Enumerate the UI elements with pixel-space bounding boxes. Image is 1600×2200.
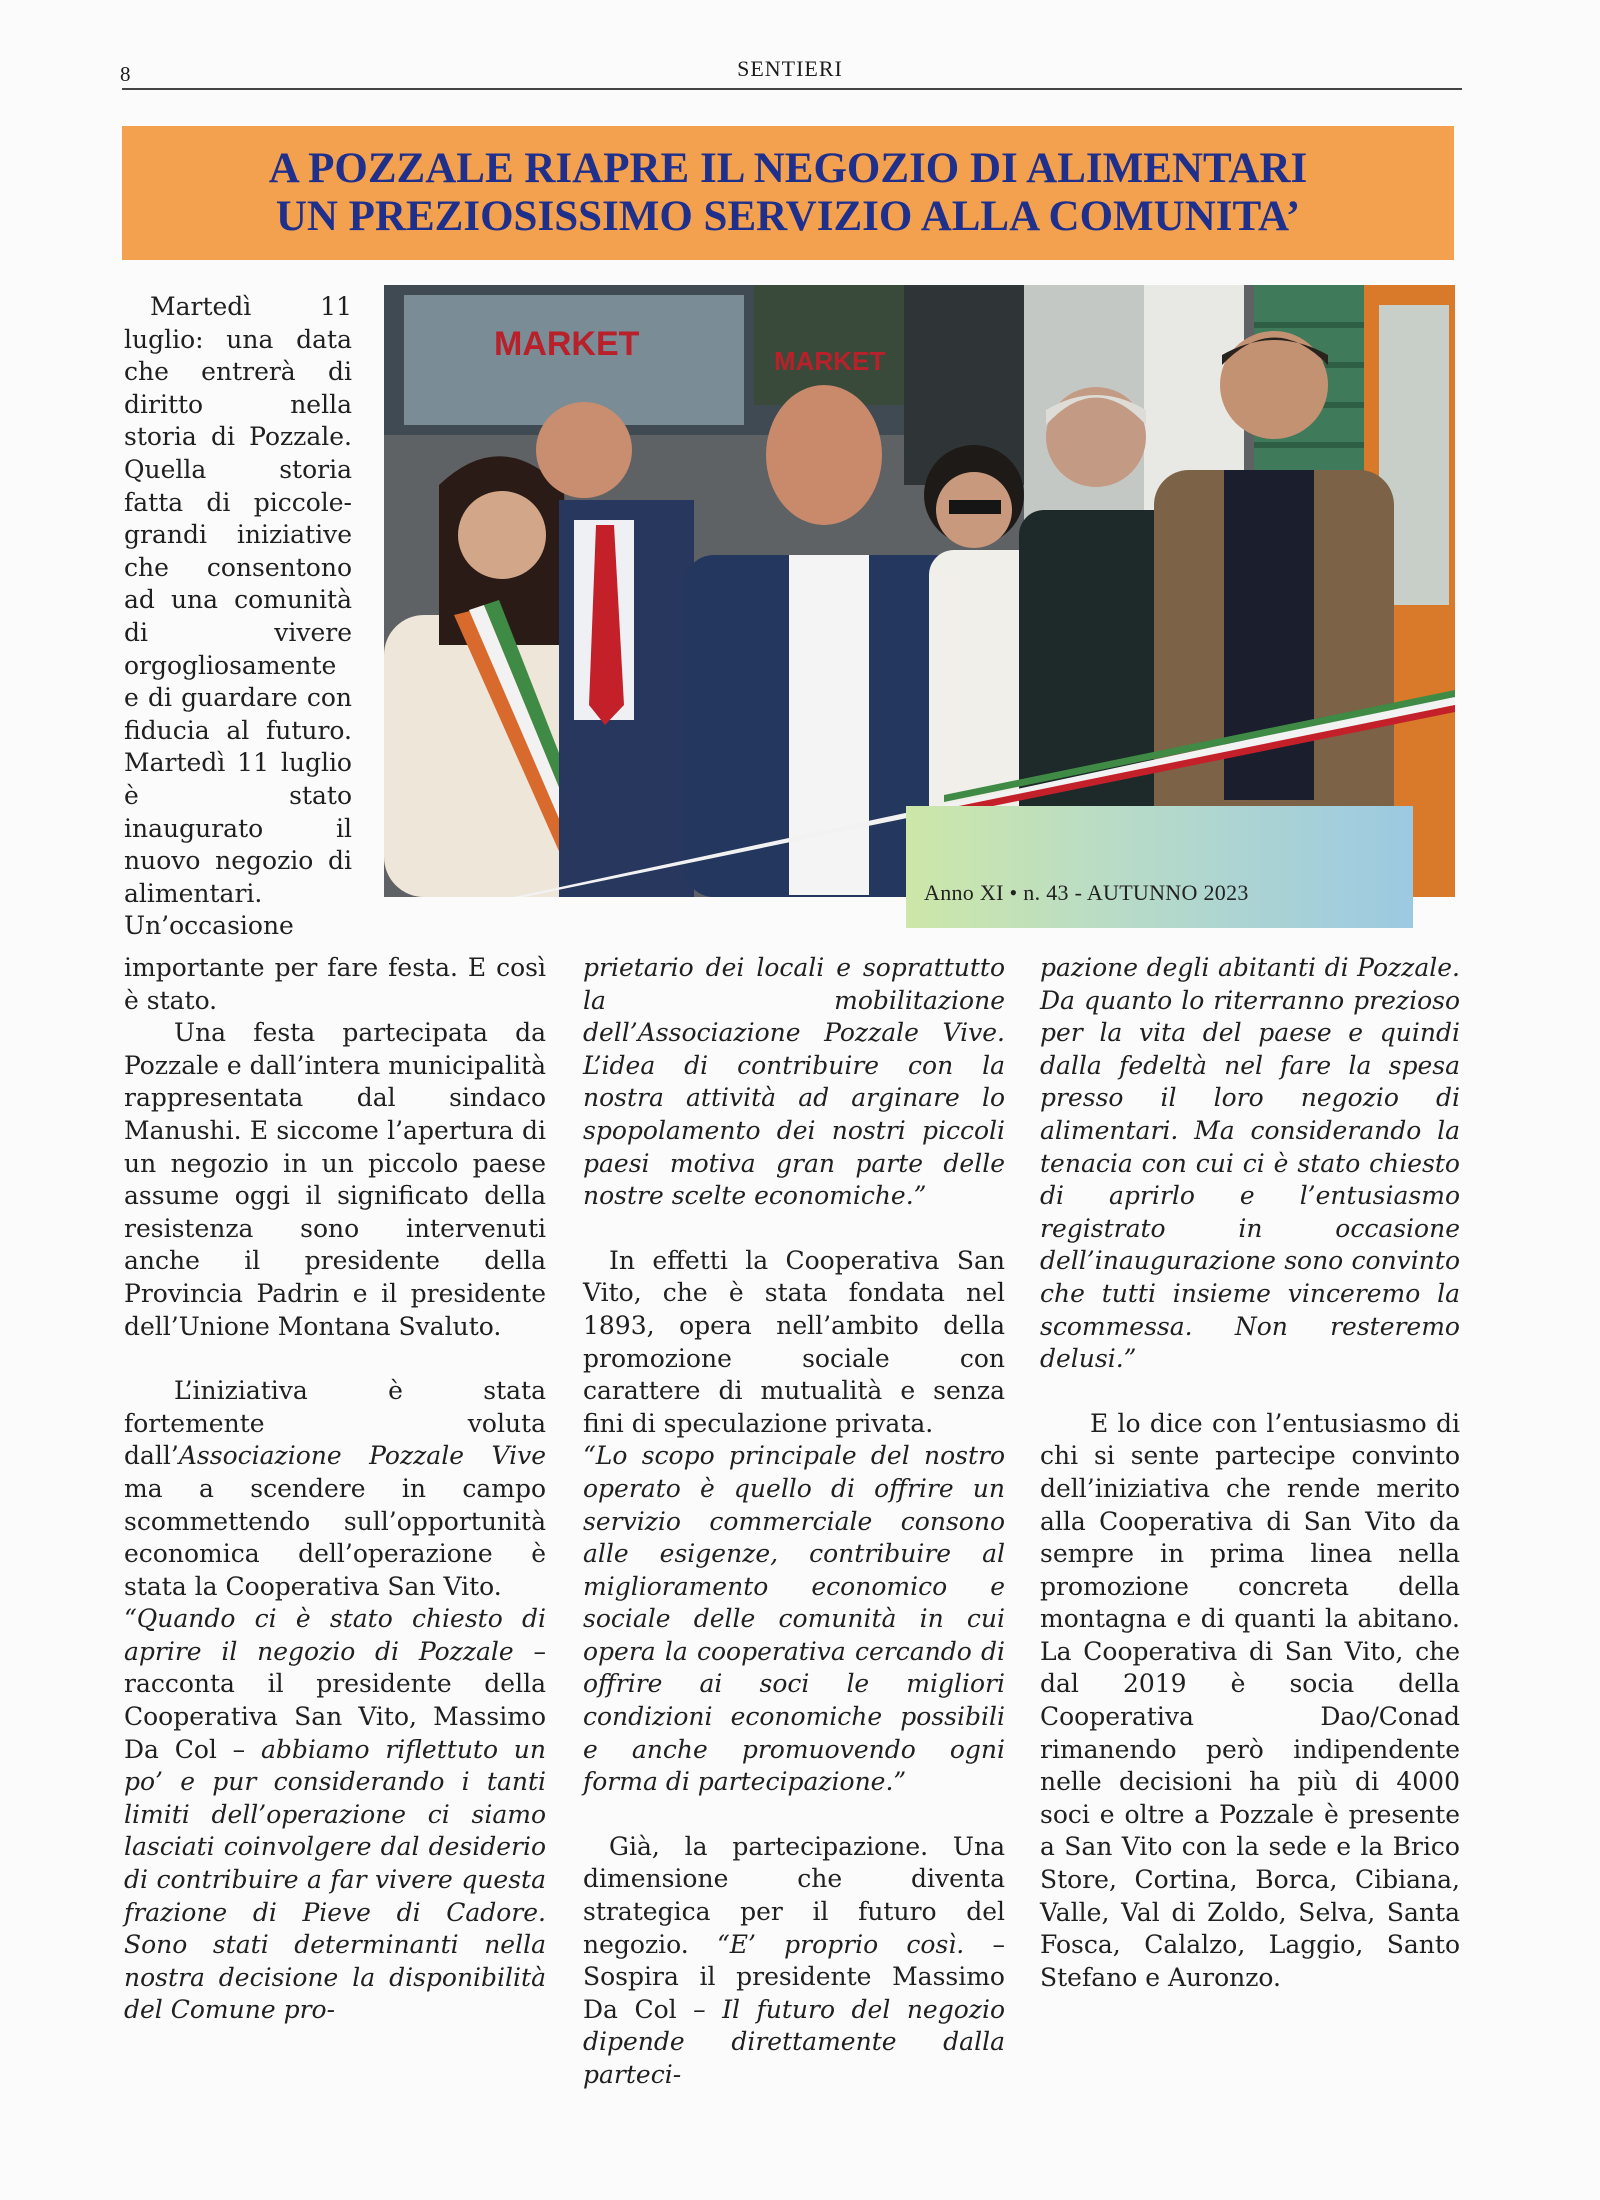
market-sign-2: MARKET [774,346,886,376]
header-rule [122,88,1462,90]
article-intro: Martedì 11 luglio: una data che entrerà di diritto nella storia di Pozzale. Quella storia fatta di piccole-grandi iniziative che consentono ad una comunità di vivere orgogliosamente e di guardare con fiducia al futuro. Martedì 11 luglio è stato inaugurato il nuovo negozio di alimentari. Un’occasione [124,292,352,941]
paragraph-7: “Lo scopo principale del nostro operato è quello di offrire un servizio commerciale consono alle esigenze, contribuire al miglioramento economico e sociale delle comunità in cui opera la cooperativa cercando di offrire ai soci le migliori condizioni economiche possibili e anche promuovendo ogni forma di partecipazione.” [583,1441,1005,1797]
paragraph-8: Già, la partecipazione. Una dimensione che diventa strategica per il futuro del negozio. “E’ proprio così. – Sospira il presidente Massimo Da Col – Il futuro del negozio dipende direttamente dalla parteci- [583,1831,1006,2089]
paragraph-9: pazione degli abitanti di Pozzale. Da quanto lo riterranno prezioso per la vita del paese e quindi dalla fedeltà nel fare la spesa presso il loro negozio di alimentari. Ma considerando la tenacia con cui ci è stato chiesto di aprirlo e l’entusiasmo registrato in occasione dell’inaugurazione sono convinto che tutti insieme vinceremo la scommessa. Non resteremo delusi.” [1040,953,1460,1374]
headline-band [122,126,1454,260]
paragraph-5: prietario dei locali e soprattutto la mobilitazione dell’Associazione Pozzale Vive. L’idea di contribuire con la nostra attività ad arginare lo spopolamento dei nostri piccoli paesi motiva gran parte delle nostre scelte economiche.” [583,953,1005,1211]
article-column-1 [124,952,546,2027]
running-head: SENTIERI [737,56,843,81]
paragraph-4: “Quando ci è stato chiesto di aprire il negozio di Pozzale – racconta il presidente della Cooperativa San Vito, Massimo Da Col – abbiamo riflettuto un po’ e pur considerando i tanti limiti dell’operazione ci siamo lasciati coinvolgere dal desiderio di contribuire a far vivere questa frazione di Pieve di Cadore. Sono stati determinanti nella nostra decisione la disponibilità del Comune pro- [124,1604,547,2025]
market-sign-1: MARKET [494,325,640,363]
issue-text: Anno XI • n. 43 - AUTUNNO 2023 [924,880,1249,905]
paragraph-6: In effetti la Cooperativa San Vito, che è stata fondata nel 1893, opera nell’ambito della promozione sociale con carattere di mutualità e senza fini di speculazione privata. [583,1245,1005,1438]
paragraph-1-continued: importante per fare festa. E così è stato. [124,953,546,1015]
article-column-1-top [124,291,352,943]
headline-line-1: A POZZALE RIAPRE IL NEGOZIO DI ALIMENTARI [268,145,1308,192]
article-column-3 [1040,952,1460,1994]
headline-line-2: UN PREZIOSISSIMO SERVIZIO ALLA COMUNITA’ [275,193,1301,240]
issue-label [906,806,1413,928]
article-column-2 [583,952,1005,2092]
paragraph-3: L’iniziativa è stata fortemente voluta dall’Associazione Pozzale Vive ma a scendere in campo scommettendo sull’opportunità economica dell’operazione è stata la Cooperativa San Vito. [124,1376,546,1601]
paragraph-10: E lo dice con l’entusiasmo di chi si sente partecipe convinto dell’iniziativa che rende merito alla Cooperativa di San Vito da sempre in prima linea nella promozione concreta della montagna e di quanti la abitano. La Cooperativa di San Vito, che dal 2019 è socia della Cooperativa Dao/Conad rimanendo però indipendente nelle decisioni ha più di 4000 soci e oltre a Pozzale è presente a San Vito con la sede e la Brico Store, Cortina, Borca, Cibiana, Valle, Val di Zoldo, Selva, Santa Fosca, Calalzo, Laggio, Santo Stefano e Auronzo. [1040,1408,1460,1992]
paragraph-2: Una festa partecipata da Pozzale e dall’intera municipalità rappresentata dal sindaco Manushi. E siccome l’apertura di un negozio in un piccolo paese assume oggi il significato della resistenza sono intervenuti anche il presidente della Provincia Padrin e il presidente dell’Unione Montana Svaluto. [124,1018,546,1341]
page-number: 8 [120,62,131,86]
